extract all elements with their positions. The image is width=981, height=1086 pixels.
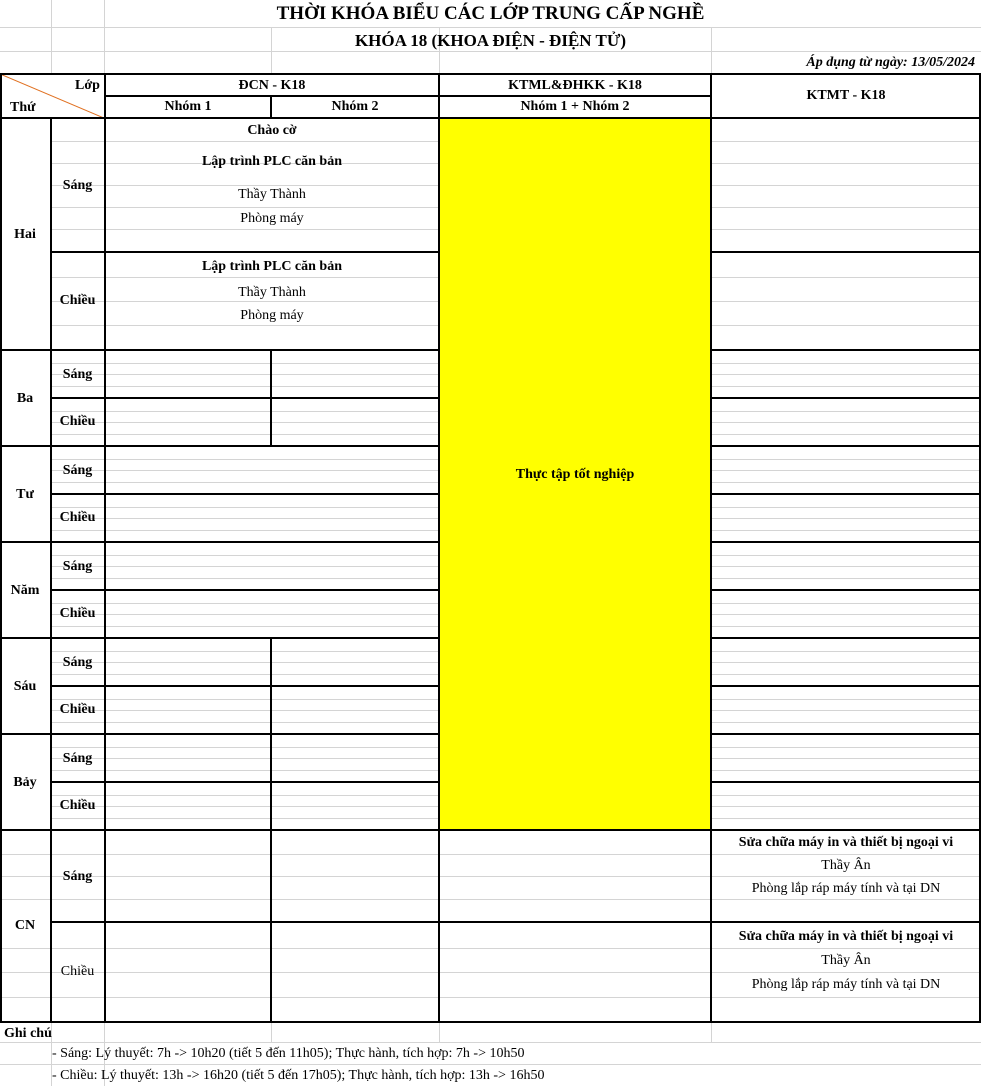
- gridline: [51, 507, 439, 508]
- gridline: [51, 614, 439, 615]
- session-label: Sáng: [62, 178, 93, 193]
- border-line: [104, 95, 711, 97]
- gridline: [51, 818, 439, 819]
- border-line: [0, 73, 2, 1023]
- border-line: [51, 397, 439, 399]
- gridline: [711, 818, 981, 819]
- gridline: [711, 386, 981, 387]
- sun-afternoon-teacher: Thầy Ân: [821, 953, 871, 968]
- border-line: [270, 637, 272, 733]
- gridline: [711, 578, 981, 579]
- border-line: [439, 921, 711, 923]
- class-header-ktml: KTML&ĐHKK - K18: [508, 78, 642, 93]
- gridline: [51, 699, 439, 700]
- mon-afternoon-teacher: Thầy Thành: [238, 285, 306, 300]
- gridline: [711, 710, 981, 711]
- day-label-tu: Tư: [16, 487, 34, 502]
- gridline: [711, 229, 981, 230]
- gridline: [51, 674, 439, 675]
- border-line: [0, 637, 439, 639]
- border-line: [0, 445, 439, 447]
- gridline: [711, 674, 981, 675]
- gridline: [51, 229, 439, 230]
- border-line: [439, 1021, 711, 1023]
- border-line: [711, 493, 981, 495]
- gridline: [51, 518, 439, 519]
- gridline: [711, 470, 981, 471]
- border-line: [270, 349, 272, 445]
- gridline: [51, 411, 439, 412]
- gridline: [711, 363, 981, 364]
- mon-afternoon-subject: Lập trình PLC căn bản: [201, 259, 343, 274]
- border-line: [51, 589, 439, 591]
- gridline: [711, 566, 981, 567]
- session-label: Chiều: [59, 702, 96, 717]
- border-line: [711, 733, 981, 735]
- border-line: [270, 829, 272, 1021]
- border-line: [711, 445, 981, 447]
- gridline: [51, 747, 439, 748]
- gridline: [711, 325, 981, 326]
- border-line: [711, 637, 981, 639]
- gridline: [711, 555, 981, 556]
- gridline: [711, 662, 981, 663]
- gridline: [711, 530, 981, 531]
- border-line: [711, 829, 981, 831]
- gridline: [711, 434, 981, 435]
- border-line: [270, 733, 272, 829]
- notes-afternoon: - Chiều: Lý thuyết: 13h -> 16h20 (tiết 5 đến 17h05); Thực hành, tích hợp: 13h -> 16h50: [52, 1068, 545, 1083]
- gridline: [51, 459, 439, 460]
- gridline: [51, 482, 439, 483]
- gridline: [51, 578, 439, 579]
- gridline: [711, 747, 981, 748]
- session-label: Chiều: [59, 414, 96, 429]
- gridline: [51, 555, 439, 556]
- gridline: [51, 758, 439, 759]
- session-label: Sáng: [62, 751, 93, 766]
- gridline: [0, 972, 981, 973]
- gridline: [711, 207, 981, 208]
- session-label: Chiều: [59, 510, 96, 525]
- session-label: Sáng: [62, 655, 93, 670]
- border-line: [0, 829, 439, 831]
- border-line: [438, 73, 440, 1023]
- gridline: [51, 207, 439, 208]
- gridline: [711, 185, 981, 186]
- border-line: [711, 541, 981, 543]
- gridline: [51, 434, 439, 435]
- gridline: [51, 141, 439, 142]
- gridline: [51, 662, 439, 663]
- gridline: [51, 422, 439, 423]
- gridline: [51, 651, 439, 652]
- border-line: [711, 781, 981, 783]
- sun-morning-room: Phòng lắp ráp máy tính và tại DN: [751, 881, 941, 896]
- gridline: [0, 1042, 981, 1043]
- gridline: [0, 899, 981, 900]
- border-line: [270, 95, 272, 119]
- gridline: [711, 770, 981, 771]
- gridline: [51, 374, 439, 375]
- session-label: Sáng: [62, 463, 93, 478]
- gridline: [711, 614, 981, 615]
- gridline: [711, 374, 981, 375]
- mon-afternoon-room: Phòng máy: [240, 308, 304, 323]
- gridline: [51, 722, 439, 723]
- session-label: Sáng: [62, 367, 93, 382]
- header-lop-label: Lớp: [75, 78, 100, 93]
- border-line: [51, 251, 439, 253]
- border-line: [0, 1021, 439, 1023]
- gridline: [51, 566, 439, 567]
- sun-afternoon-subject: Sửa chữa máy in và thiết bị ngoại vi: [738, 929, 954, 944]
- gridline: [711, 722, 981, 723]
- class-header-dcn: ĐCN - K18: [238, 78, 306, 93]
- gridline: [439, 1023, 440, 1043]
- mon-morning-subject: Lập trình PLC căn bản: [201, 154, 343, 169]
- gridline: [711, 699, 981, 700]
- gridline: [711, 507, 981, 508]
- session-label: Chiều: [59, 606, 96, 621]
- border-line: [711, 349, 981, 351]
- gridline: [51, 530, 439, 531]
- sun-afternoon-room: Phòng lắp ráp máy tính và tại DN: [751, 977, 941, 992]
- page-title: THỜI KHÓA BIỂU CÁC LỚP TRUNG CẤP NGHỀ: [276, 3, 705, 24]
- page-subtitle: KHÓA 18 (KHOA ĐIỆN - ĐIỆN TỬ): [354, 31, 627, 50]
- border-line: [439, 829, 711, 831]
- apply-date: Áp dụng từ ngày: 13/05/2024: [806, 55, 975, 70]
- class-header-ktmt: KTMT - K18: [806, 88, 886, 103]
- border-line: [711, 921, 981, 923]
- group-header-ktml: Nhóm 1 + Nhóm 2: [520, 99, 630, 114]
- border-line: [51, 921, 439, 923]
- border-line: [51, 493, 439, 495]
- border-line: [50, 117, 52, 1023]
- border-line: [0, 73, 981, 75]
- gridline: [711, 651, 981, 652]
- day-label-hai: Hai: [14, 227, 36, 242]
- day-label-nam: Năm: [10, 583, 40, 598]
- border-line: [711, 589, 981, 591]
- gridline: [51, 363, 439, 364]
- gridline: [711, 422, 981, 423]
- day-label-cn: CN: [14, 918, 36, 933]
- gridline: [271, 1023, 272, 1043]
- border-line: [0, 117, 981, 119]
- session-label: Chiều: [59, 293, 96, 308]
- group-header-dcn-1: Nhóm 1: [164, 99, 212, 114]
- border-line: [0, 541, 439, 543]
- border-line: [0, 349, 439, 351]
- gridline: [711, 806, 981, 807]
- gridline: [51, 806, 439, 807]
- session-label: Sáng: [62, 869, 93, 884]
- border-line: [0, 733, 439, 735]
- gridline: [51, 386, 439, 387]
- session-label: Sáng: [62, 559, 93, 574]
- gridline: [711, 301, 981, 302]
- notes-morning: - Sáng: Lý thuyết: 7h -> 10h20 (tiết 5 đến 11h05); Thực hành, tích hợp: 7h -> 10h50: [52, 1046, 525, 1061]
- gridline: [0, 1064, 981, 1065]
- gridline: [711, 795, 981, 796]
- gridline: [711, 758, 981, 759]
- gridline: [51, 795, 439, 796]
- day-label-bay: Bảy: [13, 775, 37, 790]
- gridline: [711, 163, 981, 164]
- mon-morning-teacher: Thầy Thành: [238, 187, 306, 202]
- gridline: [51, 626, 439, 627]
- border-line: [710, 73, 712, 1023]
- border-line: [711, 397, 981, 399]
- gridline: [51, 710, 439, 711]
- header-thu-label: Thứ: [10, 100, 36, 115]
- mon-morning-room: Phòng máy: [240, 211, 304, 226]
- mon-morning-ceremony: Chào cờ: [247, 123, 297, 138]
- gridline: [51, 277, 439, 278]
- border-line: [711, 251, 981, 253]
- gridline: [711, 518, 981, 519]
- gridline: [711, 277, 981, 278]
- notes-title: Ghi chú: [4, 1026, 52, 1041]
- gridline: [0, 854, 981, 855]
- day-label-ba: Ba: [16, 391, 34, 406]
- gridline: [711, 603, 981, 604]
- sun-morning-subject: Sửa chữa máy in và thiết bị ngoại vi: [738, 835, 954, 850]
- group-header-dcn-2: Nhóm 2: [331, 99, 379, 114]
- gridline: [711, 482, 981, 483]
- gridline: [711, 141, 981, 142]
- gridline: [711, 626, 981, 627]
- day-label-sau: Sáu: [13, 679, 37, 694]
- gridline: [51, 603, 439, 604]
- gridline: [0, 876, 981, 877]
- border-line: [51, 685, 439, 687]
- gridline: [0, 948, 981, 949]
- border-line: [711, 685, 981, 687]
- gridline: [51, 770, 439, 771]
- border-line: [51, 781, 439, 783]
- gridline: [0, 27, 981, 28]
- gridline: [51, 470, 439, 471]
- session-label: Chiều: [59, 798, 96, 813]
- gridline: [711, 411, 981, 412]
- border-line: [711, 1021, 981, 1023]
- sun-morning-teacher: Thầy Ân: [821, 858, 871, 873]
- gridline: [0, 997, 981, 998]
- gridline: [711, 459, 981, 460]
- gridline: [711, 1023, 712, 1043]
- border-line: [104, 73, 106, 1023]
- session-label: Chiều: [60, 964, 95, 979]
- internship-label: Thực tập tốt nghiệp: [515, 467, 635, 482]
